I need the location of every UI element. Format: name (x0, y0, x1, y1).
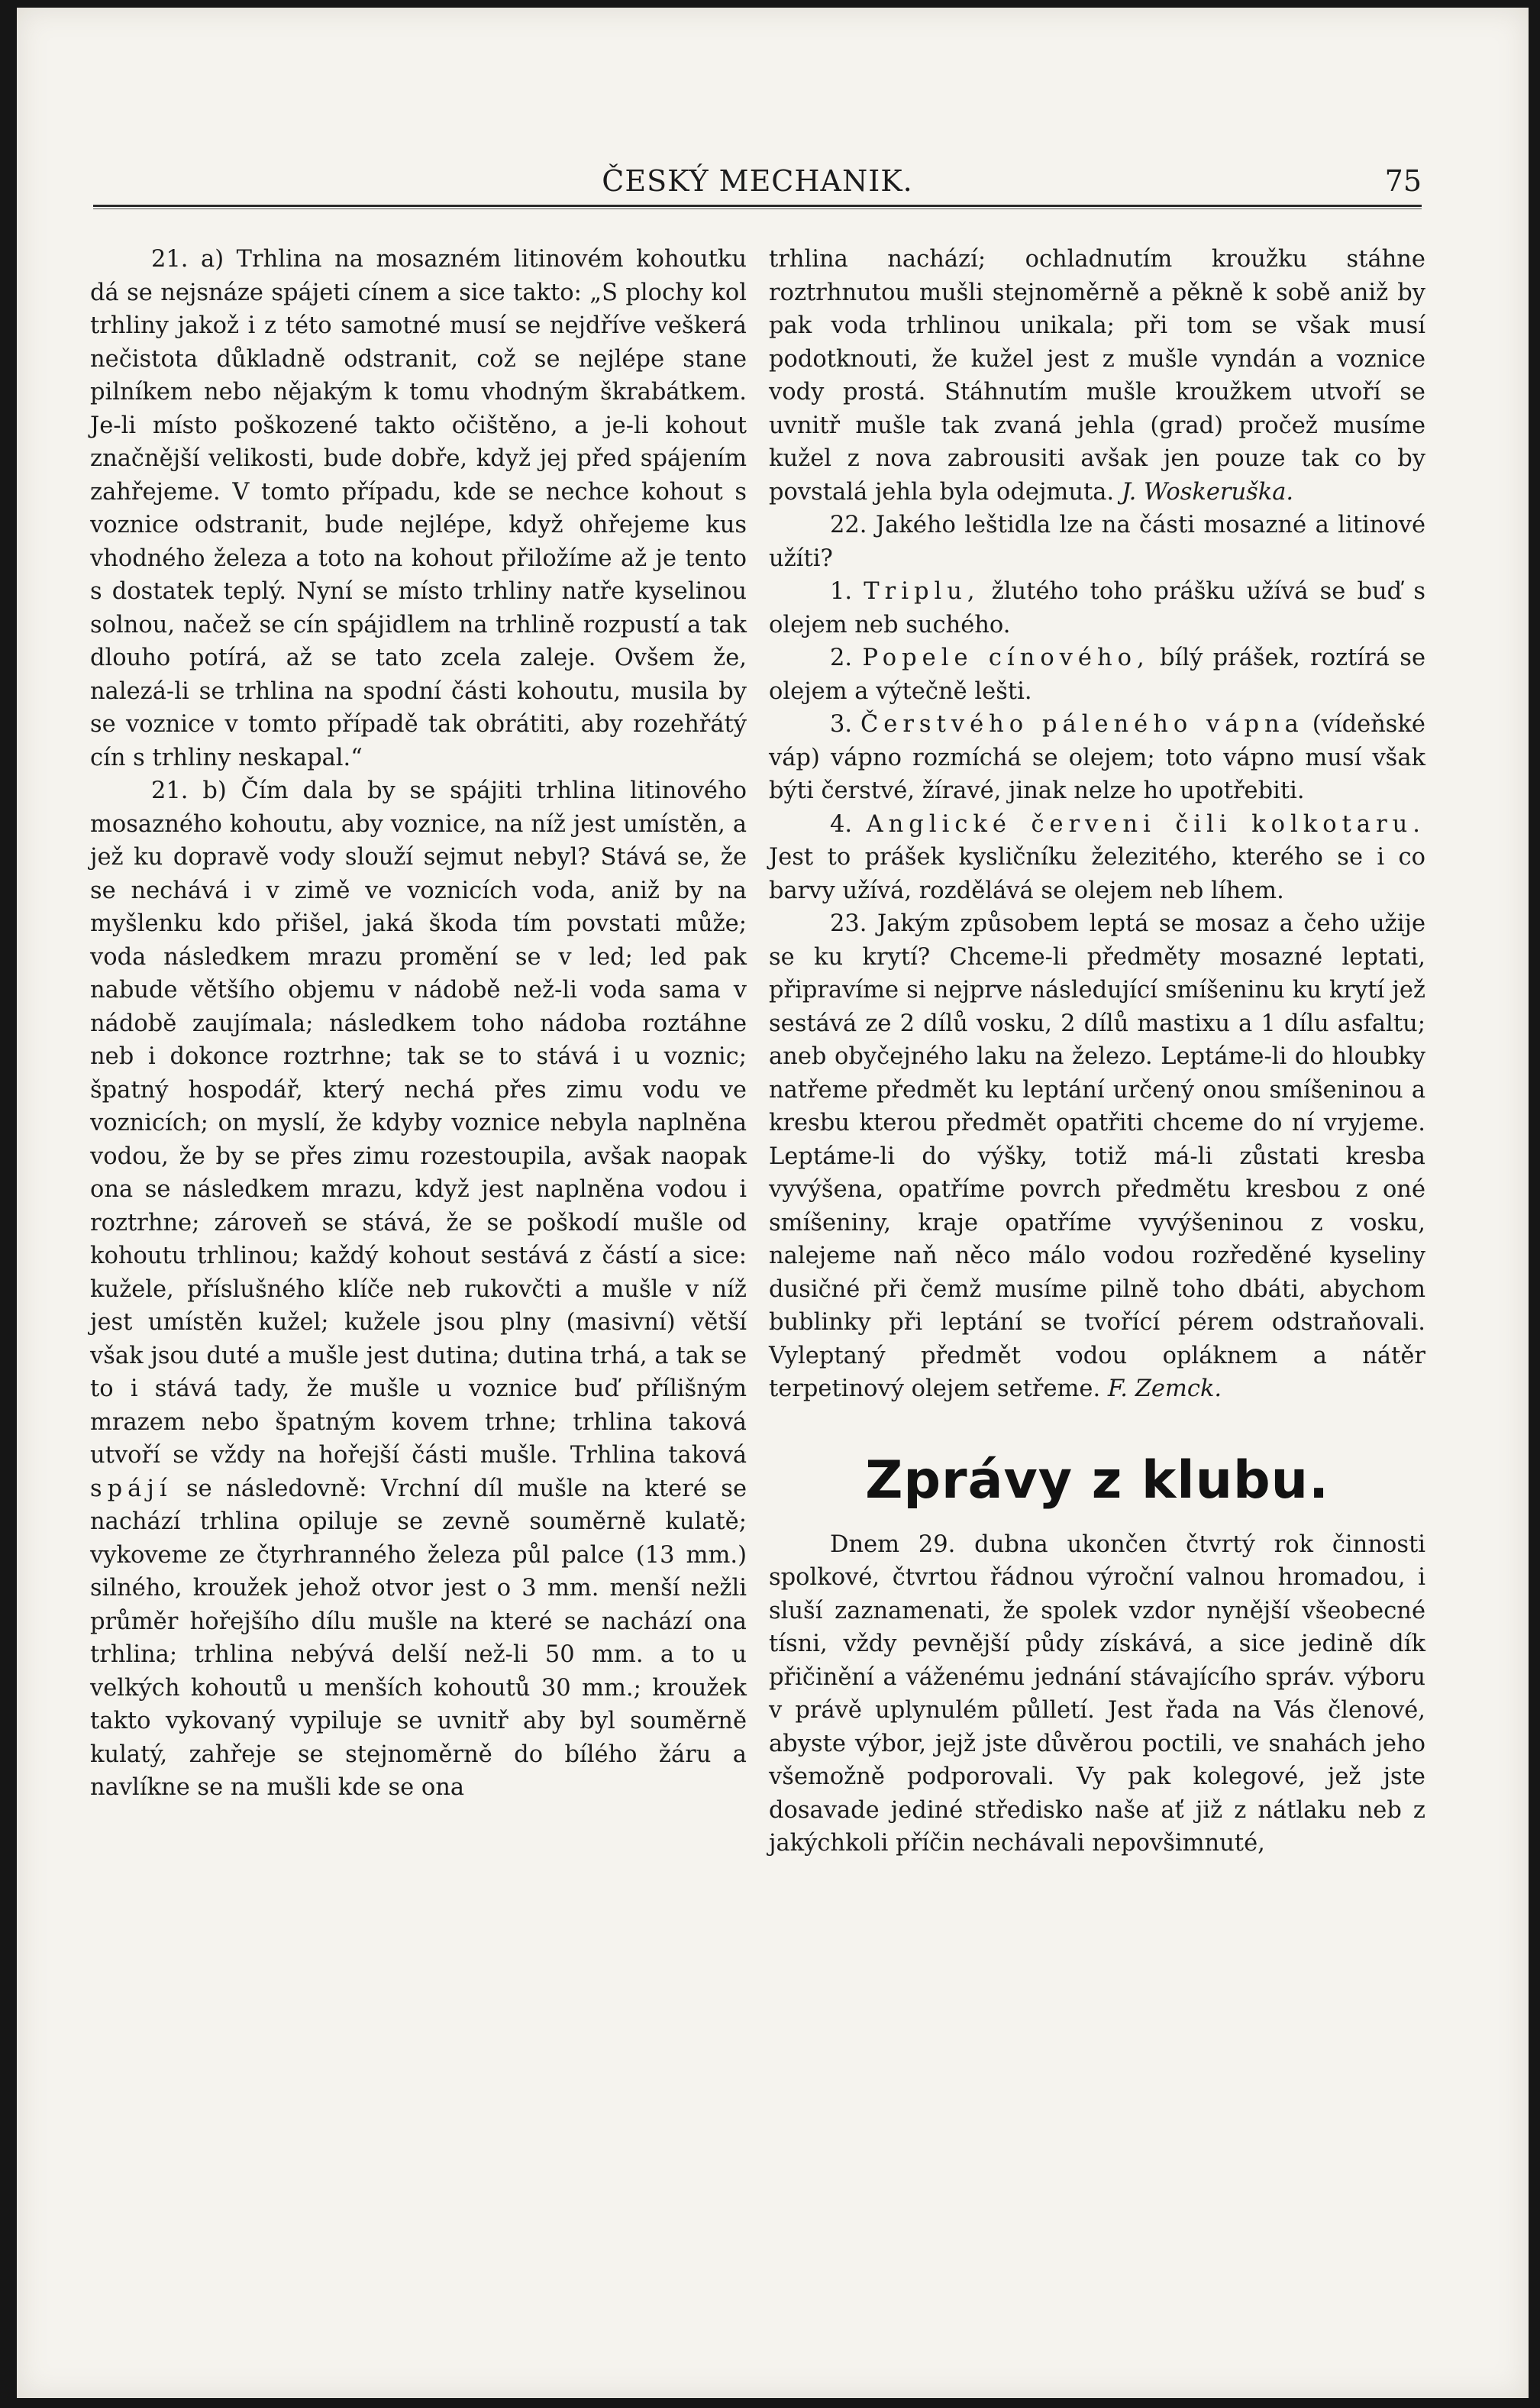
header-rule (93, 205, 1422, 207)
question-21b-continuation: trhlina nachází; ochladnutím kroužku stáhne roztrhnutou mušli stejnoměrně a pěkně k sobě aniž by pak voda trhlinou unikala; při tom se však musí podotknouti, že kužel jest z mušle vyndán a voznice vody prostá. Stáhnutím mušle kroužkem utvoří se uvnitř mušle tak zvaná jehla (grad) pročež musíme kužel z nova zabrousiti avšak jen pouze tak co by povstalá jehla byla odejmuta. J. Woskeruška. (769, 246, 1425, 506)
polish-item-4: 4. Anglické červeni čili kolkotaru. Jest to prášek kysličníku železitého, kterého se i co barvy užívá, rozdělává se olejem neb líhem. (769, 810, 1425, 904)
left-column (90, 243, 747, 1805)
header-rule-thin (93, 208, 1422, 209)
club-news-paragraph: Dnem 29. dubna ukončen čtvrtý rok činnosti spolkové, čtvrtou řádnou výroční valnou hromadou, i sluší zaznamenati, že spolek vzdor nynější všeobecné tísni, vždy pevnější půdy získává, a sice jedině dík přičinění a váženému jednání stávajícího správ. výboru v právě uplynulém půlletí. Jest řada na Vás členové, abyste výbor, jejž jste důvěrou poctili, ve snahách jeho všemožně podporovali. Vy pak kolegové, jež jste dosavade jediné středisko naše ať již z nátlaku neb z jakýchkoli příčin nechávali nepovšimnuté, (769, 1530, 1425, 1857)
spaced-word: spájí (90, 1475, 173, 1502)
polish-item-1: 1. Triplu, žlutého toho prášku užívá se buď s olejem neb suchého. (769, 578, 1425, 638)
right-column (769, 243, 1425, 1860)
page-header (93, 157, 1422, 202)
question-23: 23. Jakým způsobem leptá se mosaz a čeho užije se ku krytí? Chceme-li předměty mosazné leptati, připravíme si nejprve následující smíšeninu ku krytí jež sestává ze 2 dílů vosku, 2 dílů mastixu a 1 dílu asfaltu; aneb obyčejného laku na železo. Leptáme-li do hloubky natřeme předmět ku leptání určený onou smíšeninou a kresbu kterou předmět opatřiti chceme do ní vryjeme. Leptáme-li do výšky, totiž má-li zůstati kresba vyvýšena, opatříme povrch předmětu kresbou z oné smíšeniny, kraje opatříme vyvýšeninou z vosku, nalejeme naň něco málo vodou rozředěné kyseliny dusičné při čemž musíme pilně toho dbáti, abychom bublinky při leptání se tvořící pérem odstraňovali. Vyleptaný předmět vodou opláknem a nátěr terpetinový olejem setřeme. F. Zemck. (769, 910, 1425, 1402)
newspaper-page (17, 8, 1529, 2398)
page-number: 75 (1384, 164, 1422, 198)
running-title: ČESKÝ MECHANIK. (602, 164, 913, 198)
question-21a: 21. a) Trhlina na mosazném litinovém kohoutku dá se nejsnáze spájeti cínem a sice takto: „S plochy kol trhliny jakož i z této samotné musí se nejdříve veškerá nečistota důkladně odstranit, což se nejlépe stane pilníkem nebo nějakým k tomu vhodným škrabátkem. Je-li místo poškozené takto očištěno, a je-li kohout značnější velikosti, bude dobře, když jej před spájením zahřejeme. V tomto případu, kde se nechce kohout s voznice odstranit, bude nejlépe, když ohřejeme kus vhodného železa a toto na kohout přiložíme až je tento s dostatek teplý. Nyní se místo trhliny natře kyselinou solnou, načež se cín spájidlem na trhlině rozpustí a tak dlouho potírá, až se tato zcela zaleje. Ovšem že, nalezá-li se trhlina na spodní části kohoutu, musila by se voznice v tomto případě tak obrátiti, aby rozehřátý cín s trhliny neskapal.“ (90, 246, 747, 771)
author-signature: F. Zemck. (1107, 1375, 1222, 1402)
section-heading: Zprávy z klubu. (865, 1450, 1329, 1511)
polish-item-3: 3. Čerstvého páleného vápna (vídeňské váp) vápno rozmíchá se olejem; toto vápno musí však býti čerstvé, žíravé, jinak nelze ho upotřebiti. (769, 711, 1425, 804)
author-signature: J. Woskeruška. (1121, 478, 1294, 506)
polish-item-2: 2. Popele cínového, bílý prášek, roztírá se olejem a výtečně lešti. (769, 645, 1425, 705)
question-21b: 21. b) Čím dala by se spájiti trhlina litinového mosazného kohoutu, aby voznice, na níž jest umístěn, a jež ku dopravě vody slouží sejmut nebyl? Stává se, že se nechává i v zimě ve voznicích voda, aniž by na myšlenku kdo přišel, jaká škoda tím povstati může; voda následkem mrazu promění se v led; led pak nabude většího objemu v nádobě než-li voda sama v nádobě zaujímala; následkem toho nádoba roztáhne neb i dokonce roztrhne; tak se to stává i u voznic; špatný hospodář, který nechá přes zimu vodu ve voznicích; on myslí, že kdyby voznice nebyla naplněna vodou, že by se přes zimu rozestoupila, avšak naopak ona se následkem mrazu, když jest naplněna vodou i roztrhne; zároveň se stává, že se poškodí mušle od kohoutu trhlinou; každý kohout sestává z částí a sice: kužele, příslušného klíče neb rukovčti a mušle v níž jest umístěn kužel; kužele jsou plny (masivní) větší však jsou duté a mušle jest dutina; dutina trhá, a tak se to i stává tady, že mušle u voznice buď přílišným mrazem nebo špatným kovem trhne; trhlina taková utvoří se vždy na hořejší části mušle. Trhlina taková spájí se následovně: Vrchní díl mušle na které se nachází trhlina opiluje se zevně souměrně kulatě; vykoveme ze čtyrhranného železa půl palce (13 mm.) silného, kroužek jehož otvor jest o 3 mm. menší nežli průměr hořejšího dílu mušle na které se nachází ona trhlina; trhlina nebývá delší než-li 50 mm. a to u velkých kohoutů u menších kohoutů 30 mm.; kroužek takto vykovaný vypiluje se uvnitř aby byl souměrně kulatý, zahřeje se stejnoměrně do bílého žáru a navlíkne se na mušli kde se ona (90, 777, 747, 1801)
question-22: 22. Jakého leštidla lze na části mosazné a litinové užíti? (769, 512, 1425, 572)
